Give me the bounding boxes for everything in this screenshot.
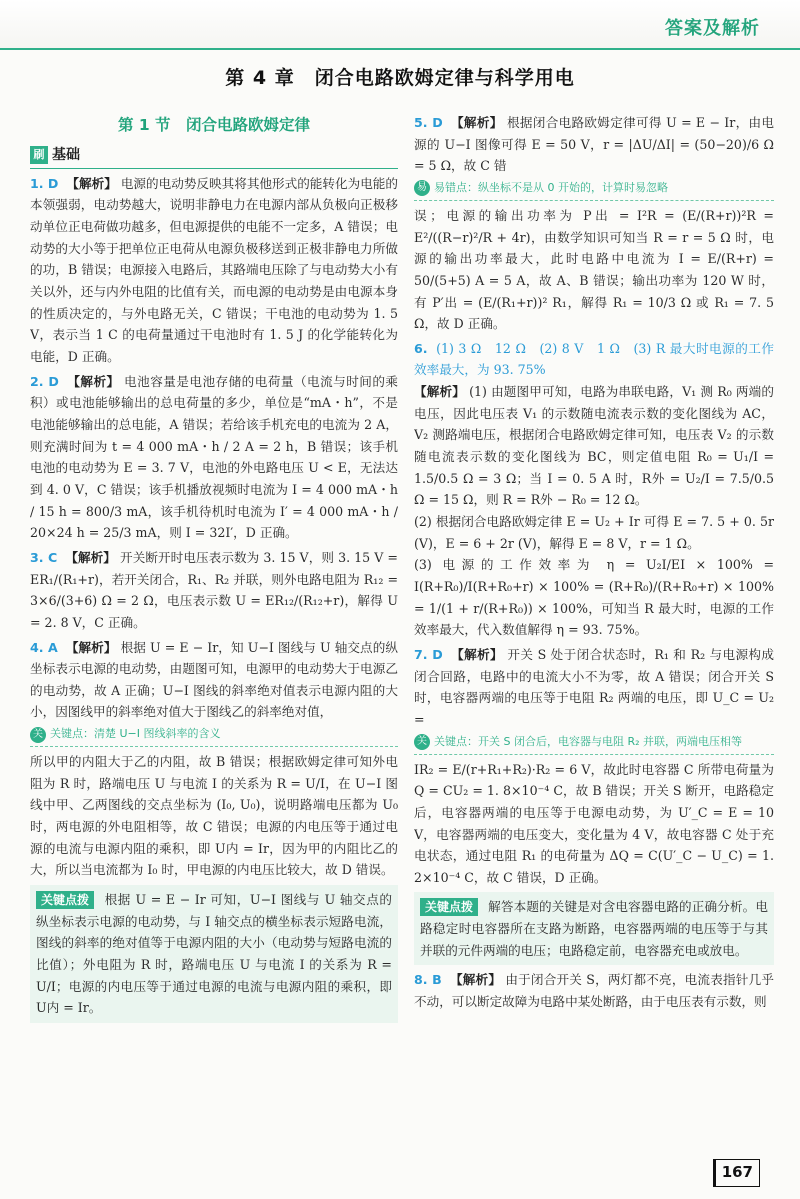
answer-text-part2: (2) 根据闭合电路欧姆定律 E = U₂ + Ir 可得 E = 7. 5 + 0. 5r (V)，E = 6 + 2r (V)，解得 E = 8 V，r = 1 Ω。	[414, 514, 774, 551]
answer-text: 电源的电动势反映其将其他形式的能转化为电能的本领强弱，电动势越大，说明非静电力在电源内部从负极向正极移动单位正电荷做功越多，但电源提供的电能不一定多，A 错误；电动势的大小等于把单位正电荷从电源负极移送到正极非静电力所做的功，B 错误；电源接入电路后，其路端电压除了与电动势大小有关以外，还与内外电阻的比值有关，而电源的电动势是由电源本身的性质决定的，与外电路无关，C 错误；干电池的电动势为 1. 5 V，表示当 1 C 的电荷量通过干电池时有 1. 5 J 的化学能转化为电能，D 正确。	[30, 175, 398, 364]
section-title: 第 1 节 闭合电路欧姆定律	[117, 116, 311, 134]
key-icon: 关	[30, 727, 46, 743]
basic-badge: 刷	[30, 146, 48, 164]
key-point-box	[30, 885, 398, 1023]
analysis-tag: 【解析】	[451, 647, 503, 662]
answer-item-3	[30, 547, 398, 634]
note-text: 关键点：清楚 U−I 图线斜率的含义	[50, 727, 221, 741]
answer-text: 根据 U = E − Ir，知 U−I 图线与 U 轴交点的纵坐标表示电源的电动势，由题图可知，电源甲的电动势大于电源乙的电动势，故 A 正确；U−I 图线的斜率绝对值表示电源内阻的大小，因图线甲的斜率绝对值大于图线乙的斜率绝对值，	[30, 639, 398, 720]
answer-text: 电池容量是电池存储的电荷量（电流与时间的乘积）或电池能够输出的总电荷量的多少，单位是“mA・h”，不是电池能够输出的总电能，A 错误；若给该手机充电的电流为 2 A，则充满时间为 t = 4 000 mA・h / 2 A = 2 h，B 错误；该手机电池的电动势为 E = 3. 7 V，电池的外电路电压 U < E，无法达到 4. 0 V，C 错误；该手机播放视频时电流为 I = 4 000 mA・h / 15 h = 800/3 mA，该手机待机时电流为 I′ = 4 000 mA・h / 20×24 h = 25/3 mA，则 I = 32I′，D 正确。	[30, 373, 398, 541]
key-point-text: 解答本题的关键是对含电容器电路的正确分析。电路稳定时电容器所在支路为断路，电容器两端的电压等于与其并联的元件两端的电压；电路稳定前，电容器充电或放电。	[420, 899, 768, 958]
answer-item-2	[30, 371, 398, 544]
answer-item-6	[414, 338, 774, 641]
key-point-box	[414, 892, 774, 965]
answer-item-1	[30, 173, 398, 368]
warning-icon: 易	[414, 180, 430, 196]
key-icon: 关	[414, 734, 430, 750]
answer-text-continued: 所以甲的内阻大于乙的内阻，故 B 错误；根据欧姆定律可知外电阻为 R 时，路端电压 U 与电流 I 的关系为 R = U/I，在 U−I 图线中甲、乙两图线的交点坐标为 (I₀, U₀)，说明路端电压都为 U₀ 时，两电源的外电阻相等，故 C 错误；电源的内电压等于通过电源的电流与电源内阻的乘积，即 U内 = Ir，因为甲的内阻比乙的大，所以当电流都为 I₀ 时，甲电源的内电压比较大，故 D 错误。	[30, 754, 398, 878]
answer-text-continued: 误；电源的输出功率为 P出 = I²R = (E/(R+r))²R = E²/((R−r)²/R + 4r)，由数学知识可知当 R = r = 5 Ω 时，电源的输出功率最大，此时电路中电流为 I = E/(R+r) = 50/(5+5) A = 5 A，故 A、B 错误；输出功率为 120 W 时，有 P′出 = (E/(R₁+r))² R₁，解得 R₁ = 10/3 Ω 或 R₁ = 7. 5 Ω，故 D 正确。	[414, 207, 774, 332]
answer-text: 根据闭合电路欧姆定律可得 U = E − Ir，由电源的 U−I 图像可得 E = 50 V，r = |ΔU/ΔI| = (50−20)/6 Ω = 5 Ω，故 C 错	[414, 115, 774, 174]
answer-number: 6.	[414, 340, 428, 356]
answer-text: 开关 S 处于闭合状态时，R₁ 和 R₂ 与电源构成闭合回路，电路中的电流大小不为零，故 A 错误；闭合开关 S 时，电容器两端的电压等于电阻 R₂ 两端的电压，即 U_C = U₂ =	[414, 647, 774, 727]
analysis-tag: 【解析】	[449, 972, 502, 988]
analysis-tag: 【解析】	[67, 373, 120, 389]
note-text: 易错点：纵坐标不是从 0 开始的，计算时易忽略	[434, 180, 668, 194]
analysis-tag: 【解析】	[65, 639, 117, 655]
answer-text-part3: (3) 电源的工作效率为 η = U₂I/EI × 100% = I(R+R₀)/I(R+R₀+r) × 100% = (R+R₀)/(R+R₀+r) × 100% = 1/(1 + r/(R+R₀)) × 100%，可知当 R 最大时，电源的工作效率最大，代入数值解得 η = 93. 75%。	[414, 557, 774, 638]
answer-text: (1) 由题图甲可知，电路为串联电路，V₁ 测 R₀ 两端的电压，因此电压表 V₁ 的示数随电流表示数的变化图线为 AC，V₂ 测路端电压，根据闭合电路欧姆定律可知，电压表 V₂ 的示数随电流表示数的变化图线为 BC，则定值电阻 R₀ = U₁/I = 1.5/0.5 Ω = 3 Ω；当 I = 0. 5 A 时，R外 = U₂/I = 7.5/0.5 Ω = 15 Ω，则 R = R外 − R₀ = 12 Ω。	[414, 384, 774, 508]
key-point-badge: 关键点拨	[420, 898, 478, 916]
analysis-tag: 【解析】	[414, 384, 465, 400]
analysis-tag: 【解析】	[451, 115, 503, 130]
answer-number: 2. D	[30, 373, 59, 389]
key-point-note	[414, 733, 774, 755]
answer-item-4	[30, 637, 398, 881]
answer-item-7	[414, 644, 774, 888]
answer-number: 5. D	[414, 115, 443, 130]
answer-text: 开关断开时电压表示数为 3. 15 V，则 3. 15 V = ER₁/(R₁+r)，若开关闭合，R₁、R₂ 并联，则外电路电阻为 R₁₂ = 3×6/(3+6) Ω = 2 Ω，电压表示数 U = ER₁₂/(R₁₂+r)，解得 U = 2. 8 V，C 正确。	[30, 549, 398, 630]
top-banner	[0, 0, 800, 50]
page-number: 167	[713, 1159, 760, 1187]
answer-number: 1. D	[30, 175, 59, 191]
header-label: 答案及解析	[665, 18, 760, 39]
analysis-tag: 【解析】	[66, 175, 117, 191]
answer-number: 8. B	[414, 972, 442, 988]
key-point-text: 根据 U = E − Ir 可知，U−I 图线与 U 轴交点的纵坐标表示电源的电动势，与 I 轴交点的横坐标表示短路电流，图线的斜率的绝对值等于电源内阻的大小（电动势与短路电流的比值）；外电阻为 R 时，路端电压 U 与电流 I 的关系为 R = U/I；电源的内电压等于通过电源的电流与电源内阻的乘积，即 U内 = Ir。	[36, 891, 392, 1016]
answer-text: 由于闭合开关 S，两灯都不亮，电流表指针几乎不动，可以断定故障为电路中某处断路，由于电压表有示数，则	[414, 972, 774, 1010]
answer-item-5	[414, 112, 774, 335]
answer-number: 4. A	[30, 639, 58, 655]
analysis-tag: 【解析】	[65, 549, 116, 565]
answer-number: 7. D	[414, 647, 443, 662]
note-text: 关键点：开关 S 闭合后，电容器与电阻 R₂ 并联，两端电压相等	[434, 734, 743, 748]
chapter-title: 第 4 章 闭合电路欧姆定律与科学用电	[225, 67, 575, 89]
basic-label: 基础	[52, 146, 80, 163]
key-point-badge: 关键点拨	[36, 891, 94, 909]
error-point-note	[414, 179, 774, 201]
left-column	[30, 112, 398, 1162]
key-point-note	[30, 725, 398, 747]
answer-text-continued: IR₂ = E/(r+R₁+R₂)·R₂ = 6 V，故此时电容器 C 所带电荷量为 Q = CU₂ = 1. 8×10⁻⁴ C，故 B 错误；开关 S 断开，电路稳定后，电容器两端的电压等于电源电动势，为 U′_C = E = 10 V，电容器两端的电压变大，变化量为 4 V，故电容器 C 处于充电状态，通过电阻 R₁ 的电荷量为 ΔQ = C(U′_C − U_C) = 1. 2×10⁻⁴ C，故 C 错误，D 正确。	[414, 761, 774, 885]
answer-summary: (1) 3 Ω 12 Ω (2) 8 V 1 Ω (3) R 最大时电源的工作效率最大，为 93. 75%	[414, 340, 774, 378]
answer-number: 3. C	[30, 549, 58, 565]
right-column	[414, 112, 774, 1162]
basic-heading	[30, 143, 398, 169]
answer-item-8	[414, 969, 774, 1012]
